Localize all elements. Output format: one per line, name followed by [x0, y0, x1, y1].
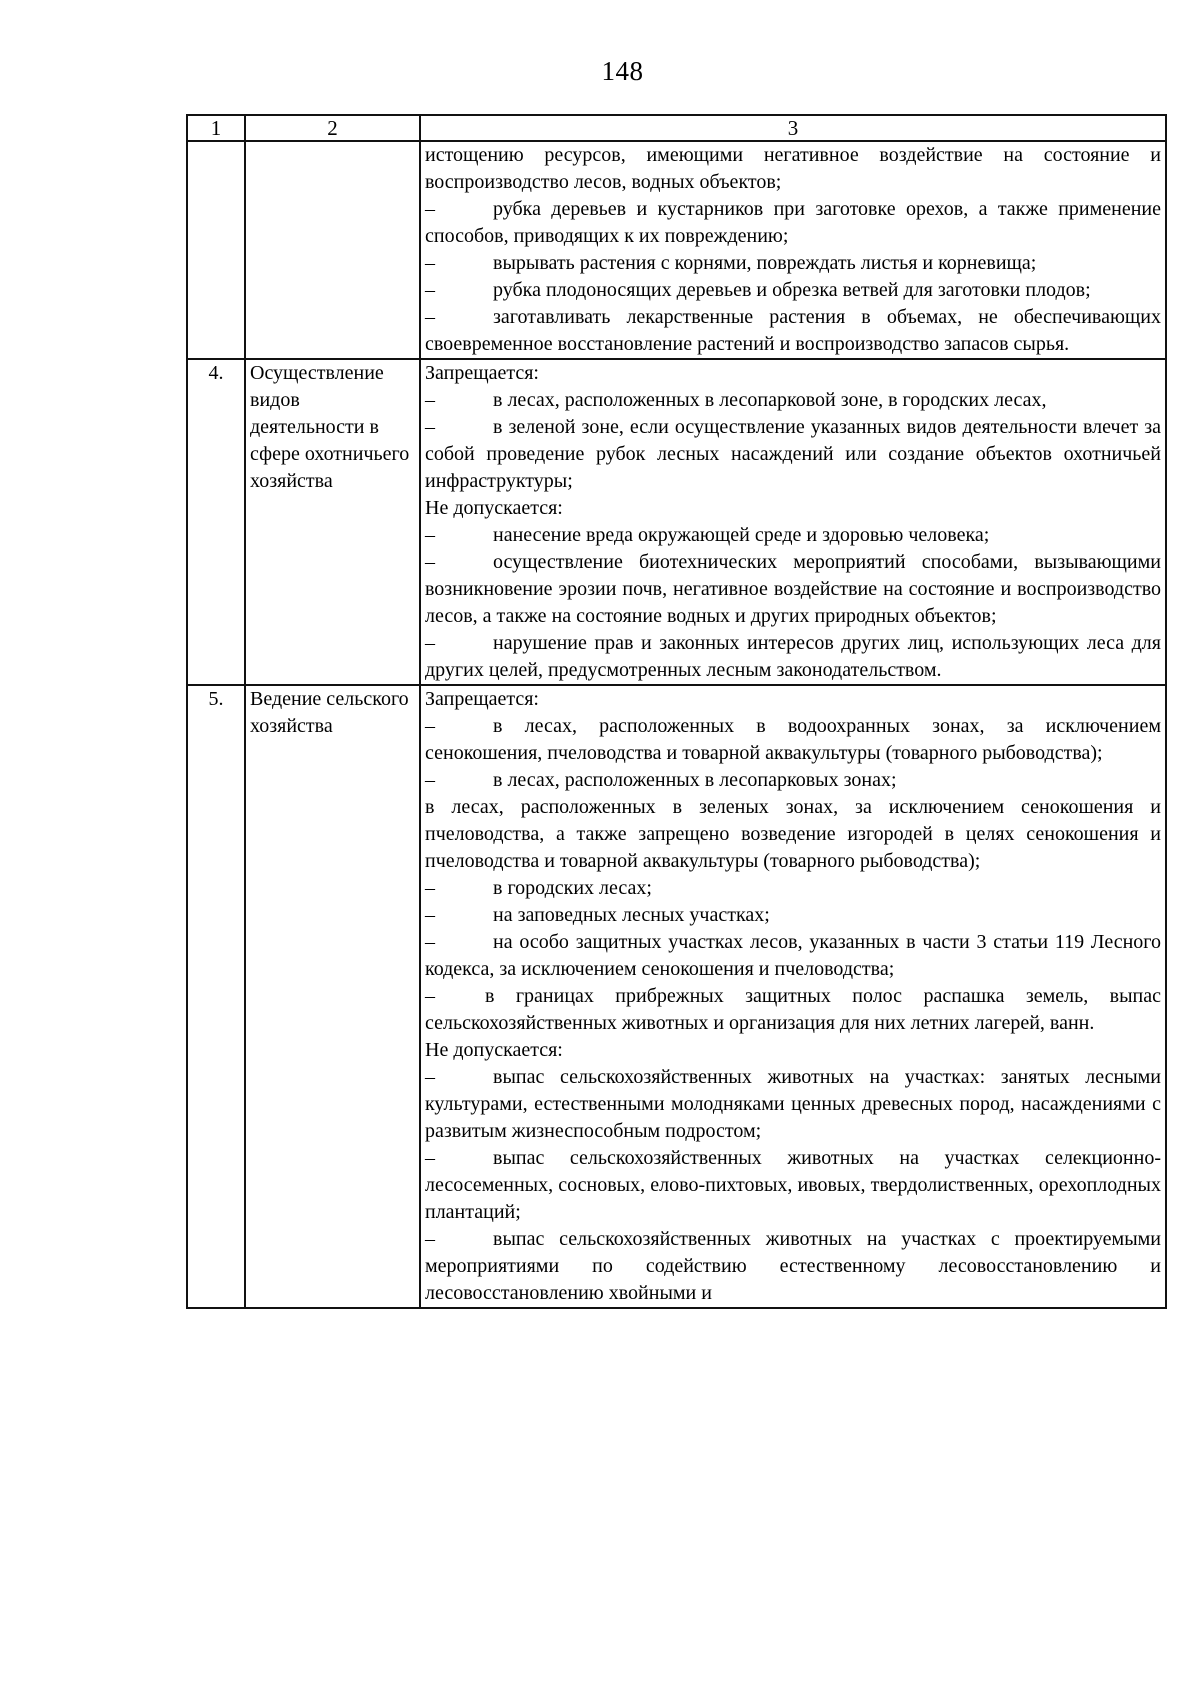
restriction-paragraph: Не допускается: — [425, 1039, 563, 1061]
restrictions-cell — [420, 141, 1166, 359]
column-header: 3 — [420, 115, 1166, 141]
dash-marker: – — [425, 985, 435, 1007]
restriction-text: нанесение вреда окружающей среде и здоровью человека; — [493, 524, 990, 546]
table-header-row — [187, 115, 1166, 141]
table-row — [187, 359, 1166, 685]
restriction-item — [425, 1145, 1161, 1226]
column-header: 1 — [187, 115, 245, 141]
row-number — [187, 141, 245, 359]
restriction-text: в зеленой зоне, если осуществление указанных видов деятельности влечет за собой проведение рубок лесных насаждений или создание объектов охотничьей инфраструктуры; — [425, 416, 1161, 492]
dash-marker: – — [425, 524, 435, 546]
restriction-text: выпас сельскохозяйственных животных на участках: занятых лесными культурами, естественными молодняками ценных древесных пород, насаждениями с развитым жизнеспособным подростом; — [425, 1066, 1161, 1142]
restriction-paragraph: в лесах, расположенных в зеленых зонах, за исключением сенокошения и пчеловодства, а также запрещено возведение изгородей в целях сенокошения и пчеловодства и товарной аквакультуры (товарного рыбоводства); — [425, 796, 1161, 872]
dash-marker: – — [425, 877, 435, 899]
restriction-text: в городских лесах; — [493, 877, 652, 899]
restriction-paragraph: Запрещается: — [425, 688, 539, 710]
restriction-item — [425, 304, 1161, 358]
restriction-item — [425, 875, 1161, 902]
restriction-item — [425, 767, 1161, 794]
dash-marker: – — [425, 904, 435, 926]
dash-marker: – — [425, 632, 435, 654]
restrictions-cell — [420, 359, 1166, 685]
restriction-text: на особо защитных участках лесов, указанных в части 3 статьи 119 Лесного кодекса, за исключением сенокошения и пчеловодства; — [425, 931, 1161, 980]
restriction-text: вырывать растения с корнями, повреждать листья и корневища; — [493, 252, 1037, 274]
column-header: 2 — [245, 115, 420, 141]
row-number: 5. — [187, 685, 245, 1308]
dash-marker: – — [425, 715, 435, 737]
dash-marker: – — [425, 769, 435, 791]
dash-marker: – — [425, 1228, 435, 1250]
table-row — [187, 141, 1166, 359]
restriction-item — [425, 522, 1161, 549]
restriction-item — [425, 277, 1161, 304]
table-row — [187, 685, 1166, 1308]
restriction-item — [425, 630, 1161, 684]
restriction-text: в лесах, расположенных в лесопарковых зонах; — [493, 769, 897, 791]
restriction-item — [425, 713, 1161, 767]
dash-marker: – — [425, 279, 435, 301]
restriction-text: выпас сельскохозяйственных животных на участках селекционно-лесосеменных, сосновых, елово-пихтовых, ивовых, твердолиственных, орехоплодных плантаций; — [425, 1147, 1161, 1223]
dash-marker: – — [425, 389, 435, 411]
restriction-item — [425, 549, 1161, 630]
restrictions-cell — [420, 685, 1166, 1308]
activity-name: Ведение сельского хозяйства — [245, 685, 420, 1308]
restriction-item — [425, 929, 1161, 983]
restriction-text: рубка деревьев и кустарников при заготовке орехов, а также применение способов, приводящих к их повреждению; — [425, 198, 1161, 247]
dash-marker: – — [425, 306, 435, 328]
dash-marker: – — [425, 931, 435, 953]
restriction-item — [425, 1226, 1161, 1307]
dash-marker: – — [425, 252, 435, 274]
restriction-item — [425, 196, 1161, 250]
restriction-item — [425, 414, 1161, 495]
activity-name — [245, 141, 420, 359]
restriction-paragraph: истощению ресурсов, имеющими негативное воздействие на состояние и воспроизводство лесов, водных объектов; — [425, 144, 1161, 193]
restriction-text: в лесах, расположенных в водоохранных зонах, за исключением сенокошения, пчеловодства и товарной аквакультуры (товарного рыбоводства); — [425, 715, 1161, 764]
restriction-text: нарушение прав и законных интересов других лиц, использующих леса для других целей, предусмотренных лесным законодательством. — [425, 632, 1161, 681]
restriction-item — [425, 902, 1161, 929]
restriction-text: в лесах, расположенных в лесопарковой зоне, в городских лесах, — [493, 389, 1047, 411]
restriction-text: на заповедных лесных участках; — [493, 904, 770, 926]
row-number: 4. — [187, 359, 245, 685]
regulations-table — [186, 114, 1167, 1309]
restriction-text: заготавливать лекарственные растения в объемах, не обеспечивающих своевременное восстановление растений и воспроизводство запасов сырья. — [425, 306, 1161, 355]
restriction-text: рубка плодоносящих деревьев и обрезка ветвей для заготовки плодов; — [493, 279, 1091, 301]
restriction-item — [425, 250, 1161, 277]
restriction-item — [425, 387, 1161, 414]
restriction-text: в границах прибрежных защитных полос распашка земель, выпас сельскохозяйственных животных и организация для них летних лагерей, ванн. — [425, 985, 1161, 1034]
dash-marker: – — [425, 1066, 435, 1088]
dash-marker: – — [425, 551, 435, 573]
restriction-item — [425, 983, 1161, 1037]
restriction-paragraph: Запрещается: — [425, 362, 539, 384]
restriction-paragraph: Не допускается: — [425, 497, 563, 519]
restriction-item — [425, 1064, 1161, 1145]
dash-marker: – — [425, 1147, 435, 1169]
dash-marker: – — [425, 198, 435, 220]
page-number: 148 — [601, 56, 644, 86]
restriction-text: осуществление биотехнических мероприятий способами, вызывающими возникновение эрозии почв, негативное воздействие на состояние и воспроизводство лесов, а также на состояние водных и других природных объектов; — [425, 551, 1161, 627]
restriction-text: выпас сельскохозяйственных животных на участках с проектируемыми мероприятиями по содействию естественному лесовосстановлению и лесовосстановлению хвойными и — [425, 1228, 1161, 1304]
activity-name: Осуществление видов деятельности в сфере охотничьего хозяйства — [245, 359, 420, 685]
dash-marker: – — [425, 416, 435, 438]
